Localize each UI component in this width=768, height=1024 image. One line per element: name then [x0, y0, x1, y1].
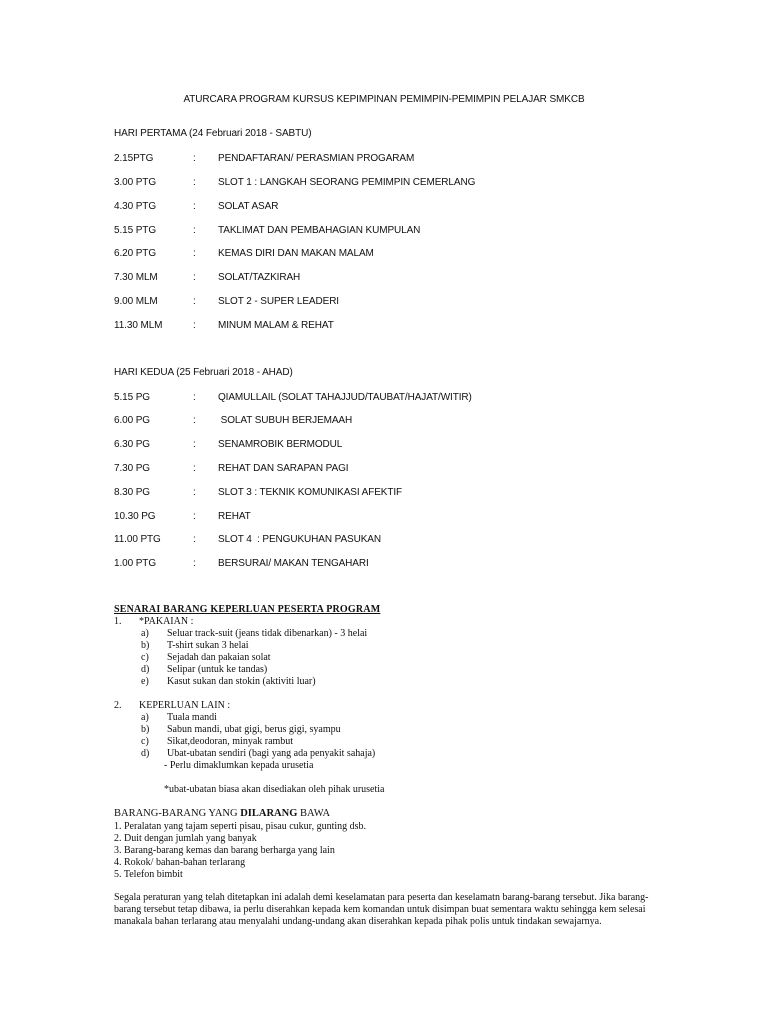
medicine-footnote: *ubat-ubatan biasa akan disediakan oleh pihak urusetia [164, 784, 385, 795]
forbidden-item: 4. Rokok/ bahan-bahan terlarang [114, 857, 246, 868]
item-letter: d) [141, 664, 150, 675]
row-time: 1.00 PTG [114, 558, 156, 569]
forbidden-heading-pre: BARANG-BARANG YANG [114, 808, 241, 819]
row-separator: : [193, 248, 196, 259]
item-letter: c) [141, 652, 149, 663]
row-time: 9.00 MLM [114, 296, 158, 307]
row-activity: SENAMROBIK BERMODUL [218, 439, 343, 450]
item-text: Selipar (untuk ke tandas) [167, 664, 268, 675]
row-time: 6.30 PG [114, 439, 150, 450]
forbidden-item: 1. Peralatan yang tajam seperti pisau, pisau cukur, gunting dsb. [114, 821, 367, 832]
row-time: 2.15PTG [114, 153, 154, 164]
row-separator: : [193, 439, 196, 450]
row-separator: : [193, 153, 196, 164]
item-letter: a) [141, 712, 149, 723]
rules-paragraph: Segala peraturan yang telah ditetapkan ini adalah demi keselamatan para peserta dan keselamatn barang-barang tersebut. Jika barang-barang tersebut tetap dibawa, ia perlu diserahkan kepada kem komandan untuk disimpan buat sementara waktu sehingga kem selesai manakala bahan terlarang atau menyalahi undang-undang akan diserahkan kepada pihak polis untuk tindakan sewajarnya. [114, 892, 649, 927]
item-text: Sabun mandi, ubat gigi, berus gigi, syampu [167, 724, 341, 735]
item-text: Ubat-ubatan sendiri (bagi yang ada penyakit sahaja) [167, 748, 376, 759]
item-letter: b) [141, 640, 150, 651]
row-activity: SLOT 1 : LANGKAH SEORANG PEMIMPIN CEMERLANG [218, 177, 476, 188]
row-activity: TAKLIMAT DAN PEMBAHAGIAN KUMPULAN [218, 225, 421, 236]
row-separator: : [193, 415, 196, 426]
row-time: 11.00 PTG [114, 534, 161, 545]
row-time: 5.15 PG [114, 392, 150, 403]
row-separator: : [193, 225, 196, 236]
day2-heading: HARI KEDUA (25 Februari 2018 - AHAD) [114, 367, 293, 378]
group-label: *PAKAIAN : [139, 616, 194, 627]
row-activity: QIAMULLAIL (SOLAT TAHAJJUD/TAUBAT/HAJAT/WITIR) [218, 392, 472, 403]
row-time: 7.30 PG [114, 463, 150, 474]
row-activity: MINUM MALAM & REHAT [218, 320, 334, 331]
row-separator: : [193, 558, 196, 569]
row-activity: SOLAT SUBUH BERJEMAAH [218, 415, 353, 426]
row-time: 6.00 PG [114, 415, 150, 426]
row-separator: : [193, 463, 196, 474]
group-number: 2. [114, 700, 122, 711]
row-activity: SLOT 3 : TEKNIK KOMUNIKASI AFEKTIF [218, 487, 403, 498]
row-separator: : [193, 487, 196, 498]
item-text: Kasut sukan dan stokin (aktiviti luar) [167, 676, 316, 687]
row-separator: : [193, 177, 196, 188]
row-activity: PENDAFTARAN/ PERASMIAN PROGARAM [218, 153, 415, 164]
item-letter: d) [141, 748, 150, 759]
row-separator: : [193, 201, 196, 212]
item-text: Sejadah dan pakaian solat [167, 652, 271, 663]
day1-heading: HARI PERTAMA (24 Februari 2018 - SABTU) [114, 128, 312, 139]
row-separator: : [193, 392, 196, 403]
item-letter: e) [141, 676, 149, 687]
needs-heading: SENARAI BARANG KEPERLUAN PESERTA PROGRAM [114, 604, 381, 615]
group-label: KEPERLUAN LAIN : [139, 700, 231, 711]
row-activity: REHAT [218, 511, 251, 522]
forbidden-item: 5. Telefon bimbit [114, 869, 183, 880]
item-letter: c) [141, 736, 149, 747]
row-activity: SOLAT/TAZKIRAH [218, 272, 301, 283]
forbidden-heading-bold: DILARANG [240, 808, 298, 819]
row-activity: SLOT 2 - SUPER LEADERI [218, 296, 339, 307]
page-title: ATURCARA PROGRAM KURSUS KEPIMPINAN PEMIMPIN-PEMIMPIN PELAJAR SMKCB [183, 94, 585, 105]
medicine-subnote: - Perlu dimaklumkan kepada urusetia [164, 760, 314, 771]
item-letter: a) [141, 628, 149, 639]
row-time: 5.15 PTG [114, 225, 156, 236]
forbidden-heading-post: BAWA [297, 808, 331, 819]
item-text: Sikat,deodoran, minyak rambut [167, 736, 294, 747]
row-time: 11.30 MLM [114, 320, 163, 331]
row-time: 4.30 PTG [114, 201, 156, 212]
item-text: T-shirt sukan 3 helai [167, 640, 249, 651]
row-separator: : [193, 272, 196, 283]
row-separator: : [193, 534, 196, 545]
row-time: 10.30 PG [114, 511, 156, 522]
row-separator: : [193, 296, 196, 307]
row-separator: : [193, 511, 196, 522]
item-text: Tuala mandi [167, 712, 217, 723]
forbidden-item: 3. Barang-barang kemas dan barang berharga yang lain [114, 845, 335, 856]
row-time: 8.30 PG [114, 487, 150, 498]
row-activity: SOLAT ASAR [218, 201, 279, 212]
row-activity: SLOT 4 : PENGUKUHAN PASUKAN [218, 534, 381, 545]
row-time: 6.20 PTG [114, 248, 156, 259]
row-activity: REHAT DAN SARAPAN PAGI [218, 463, 349, 474]
row-activity: KEMAS DIRI DAN MAKAN MALAM [218, 248, 374, 259]
item-text: Seluar track-suit (jeans tidak dibenarkan) - 3 helai [167, 628, 368, 639]
row-separator: : [193, 320, 196, 331]
row-time: 7.30 MLM [114, 272, 158, 283]
forbidden-heading [114, 808, 330, 819]
row-activity: BERSURAI/ MAKAN TENGAHARI [218, 558, 369, 569]
item-letter: b) [141, 724, 150, 735]
group-number: 1. [114, 616, 122, 627]
forbidden-item: 2. Duit dengan jumlah yang banyak [114, 833, 257, 844]
row-time: 3.00 PTG [114, 177, 156, 188]
